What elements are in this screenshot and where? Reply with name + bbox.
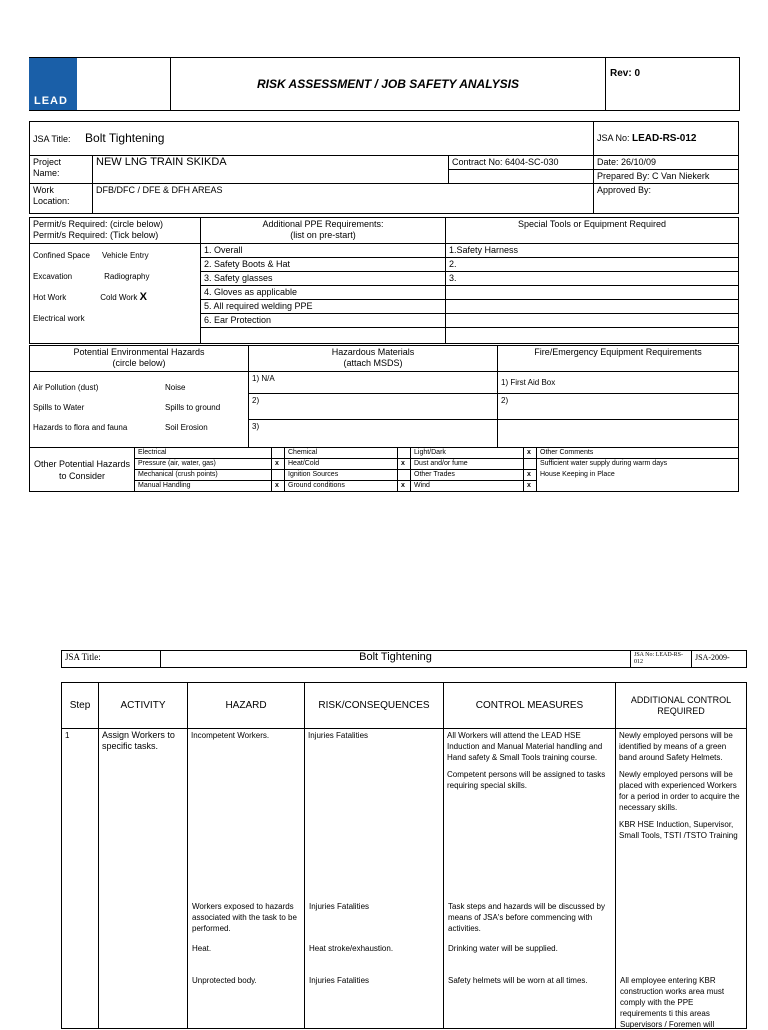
- additional-cell: [616, 729, 747, 1029]
- contract-no: Contract No: 6404-SC-030: [449, 156, 594, 170]
- permits-table: [29, 217, 739, 344]
- tool-item: 1.Safety Harness: [446, 244, 739, 258]
- step-number: 1: [62, 729, 99, 1029]
- hazard-mark: [398, 470, 411, 481]
- hazard-item: Chemical: [285, 448, 398, 459]
- comment: Other Comments: [537, 448, 739, 459]
- control-text: Competent persons will be assigned to tasks requiring special skills.: [447, 770, 606, 790]
- hazard-item: Dust and/or fume: [411, 459, 524, 470]
- jsa-title-cell: JSA Title: Bolt Tightening: [30, 122, 594, 156]
- risk-text: Injuries Fatalities: [309, 976, 370, 985]
- hazard-text: Unprotected body.: [192, 976, 257, 985]
- prepared-by: Prepared By: C Van Niekerk: [594, 170, 739, 184]
- work-location-label: Work Location:: [30, 184, 93, 214]
- hazard-mark: [398, 448, 411, 459]
- col-activity: ACTIVITY: [99, 683, 188, 729]
- hazard-item: Heat/Cold: [285, 459, 398, 470]
- additional-text: KBR HSE Induction, Supervisor, Small Tools, TSTI /TSTO Training: [619, 820, 738, 840]
- fire-item: 2): [498, 394, 739, 420]
- ppe-header: Additional PPE Requirements: (list on pre-start): [201, 218, 446, 244]
- revision: Rev: 0: [610, 68, 641, 79]
- ppe-item: 6. Ear Protection: [201, 314, 446, 328]
- document-header: [29, 57, 740, 111]
- hm-item: 1) N/A: [249, 372, 498, 394]
- jsa-info-table: [29, 121, 739, 214]
- project-label: Project Name:: [30, 156, 93, 184]
- risk-text: Heat stroke/exhaustion.: [309, 944, 394, 953]
- col-control: CONTROL MEASURES: [444, 683, 616, 729]
- hazard-text: Incompetent Workers.: [191, 731, 270, 740]
- date: Date: 26/10/09: [594, 156, 739, 170]
- env-list: Air Pollution (dust) Noise Spills to Water Spills to ground Hazards to flora and fauna Soil Erosion: [30, 372, 249, 448]
- risk-text: Injuries Fatalities: [309, 902, 370, 911]
- hazard-mark: x: [272, 459, 285, 470]
- risk-text: Injuries Fatalities: [308, 731, 369, 740]
- fire-header: Fire/Emergency Equipment Requirements: [498, 346, 739, 372]
- environment-table: [29, 345, 739, 448]
- hazard-mark: x: [524, 470, 537, 481]
- additional-text: Newly employed persons will be identified by means of a green band around Safety Helmets.: [619, 731, 733, 762]
- comment: House Keeping in Place: [537, 470, 739, 481]
- hazard-mark: x: [524, 481, 537, 492]
- control-text: All Workers will attend the LEAD HSE Induction and Manual Material handling and Hand safety & Small Tools training course.: [447, 731, 603, 762]
- ppe-item: 1. Overall: [201, 244, 446, 258]
- tools-header: Special Tools or Equipment Required: [446, 218, 739, 244]
- hazard-item: Electrical: [135, 448, 272, 459]
- page2-jsa-code: JSA-2009-: [692, 651, 747, 668]
- risks-cell: [305, 729, 444, 1029]
- hazard-mark: x: [398, 459, 411, 470]
- hazard-mark: [524, 459, 537, 470]
- project-name: NEW LNG TRAIN SKIKDA: [93, 156, 449, 184]
- page2-jsa-no: JSA No: LEAD-RS-012: [631, 651, 692, 668]
- hazard-item: Other Trades: [411, 470, 524, 481]
- hazard-text: Workers exposed to hazards associated with the task to be performed.: [192, 902, 297, 933]
- hazard-mark: x: [272, 481, 285, 492]
- jsa-steps-table: [61, 682, 747, 1029]
- control-text: Safety helmets will be worn at all times.: [448, 976, 588, 985]
- hazard-mark: [272, 470, 285, 481]
- activity: Assign Workers to specific tasks.: [99, 729, 188, 1029]
- control-text: Drinking water will be supplied.: [448, 944, 558, 953]
- col-step: Step: [62, 683, 99, 729]
- hazard-item: Mechanical (crush points): [135, 470, 272, 481]
- hazard-item: Manual Handling: [135, 481, 272, 492]
- page2-jsa-title: Bolt Tightening: [161, 651, 631, 668]
- document-title: RISK ASSESSMENT / JOB SAFETY ANALYSIS: [171, 58, 606, 110]
- page2-jsa-title-label: JSA Title:: [62, 651, 161, 668]
- ppe-item: 4. Gloves as applicable: [201, 286, 446, 300]
- fire-item: 1) First Aid Box: [498, 372, 739, 394]
- comment: Sufficient water supply during warm days: [537, 459, 739, 470]
- hazards-cell: [188, 729, 305, 1029]
- comment: [537, 481, 739, 492]
- hazard-item: Pressure (air, water, gas): [135, 459, 272, 470]
- hazard-mark: x: [398, 481, 411, 492]
- additional-text: Newly employed persons will be placed with experienced Workers for a period in order to acquire the necessary skills.: [619, 770, 740, 812]
- hazard-item: Ground conditions: [285, 481, 398, 492]
- hm-item: 2): [249, 394, 498, 420]
- hazard-mark: [272, 448, 285, 459]
- ppe-item: 5. All required welding PPE: [201, 300, 446, 314]
- additional-text: All employee entering KBR construction works area must comply with the PPE requirements ti this areas Supervisors / Foremen will: [620, 976, 725, 1029]
- permits-label: Permit/s Required: (circle below) Permit/s Required: (Tick below): [30, 218, 201, 244]
- col-additional: ADDITIONAL CONTROL REQUIRED: [616, 683, 747, 729]
- tool-item: 3.: [446, 272, 739, 286]
- control-text: Task steps and hazards will be discussed by means of JSA's before commencing with activities.: [448, 902, 605, 933]
- lead-logo: LEAD: [29, 58, 77, 110]
- other-hazards-table: [29, 447, 739, 492]
- approved-by: Approved By:: [594, 184, 739, 214]
- hazard-item: Light/Dark: [411, 448, 524, 459]
- ppe-item: 2. Safety Boots & Hat: [201, 258, 446, 272]
- hazard-item: Ignition Sources: [285, 470, 398, 481]
- hm-item: 3): [249, 420, 498, 448]
- tool-item: 2.: [446, 258, 739, 272]
- jsa-no-cell: JSA No: LEAD-RS-012: [594, 122, 739, 156]
- controls-cell: [444, 729, 616, 1029]
- page2-header-table: [61, 650, 747, 668]
- hazard-text: Heat.: [192, 944, 212, 953]
- hazard-item: Wind: [411, 481, 524, 492]
- other-hazards-label: Other Potential Hazards to Consider: [30, 448, 135, 492]
- col-risk: RISK/CONSEQUENCES: [305, 683, 444, 729]
- ppe-item: 3. Safety glasses: [201, 272, 446, 286]
- permit-list: Confined Space Vehicle Entry Excavation Radiography Hot Work Cold Work X Electrical work: [30, 244, 201, 344]
- hm-header: Hazardous Materials (attach MSDS): [249, 346, 498, 372]
- hazard-mark: x: [524, 448, 537, 459]
- col-hazard: HAZARD: [188, 683, 305, 729]
- env-header: Potential Environmental Hazards (circle below): [30, 346, 249, 372]
- work-location: DFB/DFC / DFE & DFH AREAS: [93, 184, 594, 214]
